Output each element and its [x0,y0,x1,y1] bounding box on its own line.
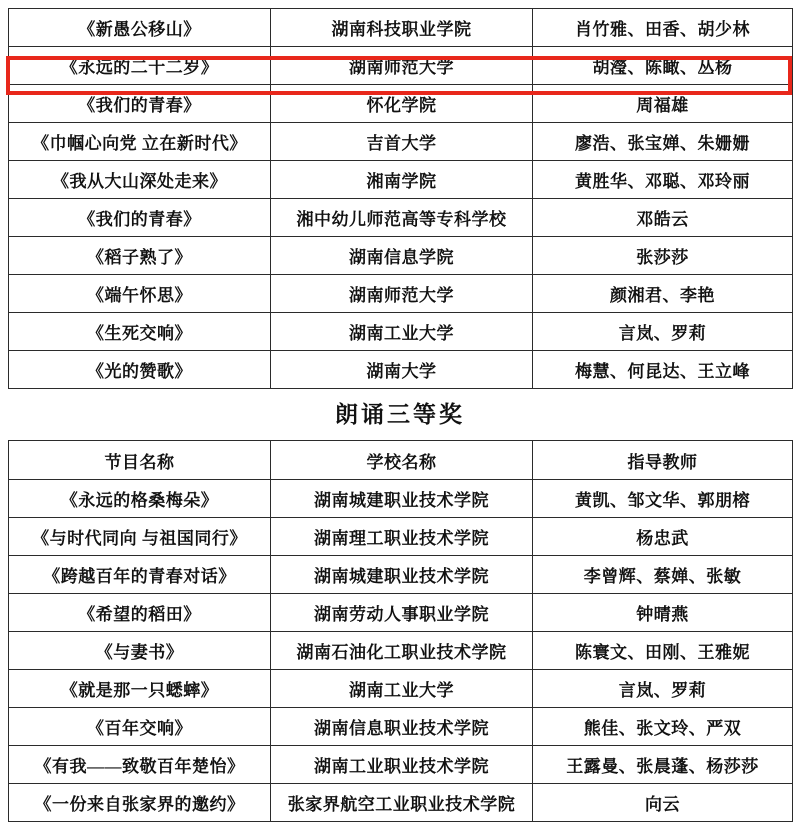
teacher-name-cell: 邓皓云 [533,199,793,237]
program-name-cell: 《新愚公移山》 [9,9,271,47]
third-prize-table-body [9,480,793,822]
table-row [9,556,793,594]
table-header-row [9,441,793,480]
table-row [9,351,793,389]
teacher-name-cell: 杨忠武 [533,518,793,556]
school-name-cell: 湖南信息学院 [271,237,533,275]
teacher-name-cell: 胡瀅、陈瞰、丛杨 [533,47,793,85]
program-name-cell: 《永远的二十二岁》 [9,47,271,85]
program-name-cell: 《就是那一只蟋蟀》 [9,670,271,708]
school-name-cell: 湘中幼儿师范高等专科学校 [271,199,533,237]
teacher-name-cell: 向云 [533,784,793,822]
header-teacher-name: 指导教师 [533,441,793,480]
teacher-name-cell: 言岚、罗莉 [533,313,793,351]
program-name-cell: 《光的赞歌》 [9,351,271,389]
program-name-cell: 《百年交响》 [9,708,271,746]
school-name-cell: 湖南师范大学 [271,47,533,85]
program-name-cell: 《我们的青春》 [9,199,271,237]
table-row [9,85,793,123]
school-name-cell: 湖南信息职业技术学院 [271,708,533,746]
table-row [9,199,793,237]
teacher-name-cell: 黄凯、邹文华、郭朋榕 [533,480,793,518]
program-name-cell: 《跨越百年的青春对话》 [9,556,271,594]
table-row [9,237,793,275]
teacher-name-cell: 李曾辉、蔡婵、张敏 [533,556,793,594]
teacher-name-cell: 熊佳、张文玲、严双 [533,708,793,746]
program-name-cell: 《稻子熟了》 [9,237,271,275]
school-name-cell: 湖南科技职业学院 [271,9,533,47]
header-school-name: 学校名称 [271,441,533,480]
header-program-name: 节目名称 [9,441,271,480]
program-name-cell: 《我们的青春》 [9,85,271,123]
table-row [9,784,793,822]
table-row [9,670,793,708]
school-name-cell: 湖南工业大学 [271,313,533,351]
school-name-cell: 湖南工业大学 [271,670,533,708]
table-row [9,594,793,632]
school-name-cell: 湖南师范大学 [271,275,533,313]
school-name-cell: 怀化学院 [271,85,533,123]
program-name-cell: 《一份来自张家界的邀约》 [9,784,271,822]
teacher-name-cell: 陈寰文、田刚、王雅妮 [533,632,793,670]
teacher-name-cell: 王露曼、张晨蓬、杨莎莎 [533,746,793,784]
award-table-partial [8,8,793,389]
school-name-cell: 吉首大学 [271,123,533,161]
table-row [9,708,793,746]
third-prize-table-head [9,441,793,480]
section-title: 朗诵三等奖 [335,401,465,427]
table-row [9,275,793,313]
teacher-name-cell: 梅慧、何昆达、王立峰 [533,351,793,389]
teacher-name-cell: 肖竹雅、田香、胡少林 [533,9,793,47]
teacher-name-cell: 张莎莎 [533,237,793,275]
teacher-name-cell: 钟晴燕 [533,594,793,632]
teacher-name-cell: 黄胜华、邓聪、邓玲丽 [533,161,793,199]
school-name-cell: 湖南理工职业技术学院 [271,518,533,556]
third-prize-table [8,440,793,822]
program-name-cell: 《与时代同向 与祖国同行》 [9,518,271,556]
award-table-partial-body [9,9,793,389]
table-row [9,518,793,556]
school-name-cell: 湖南城建职业技术学院 [271,480,533,518]
program-name-cell: 《永远的格桑梅朵》 [9,480,271,518]
school-name-cell: 湖南城建职业技术学院 [271,556,533,594]
school-name-cell: 湖南大学 [271,351,533,389]
school-name-cell: 湘南学院 [271,161,533,199]
program-name-cell: 《与妻书》 [9,632,271,670]
teacher-name-cell: 颜湘君、李艳 [533,275,793,313]
program-name-cell: 《生死交响》 [9,313,271,351]
table-row [9,161,793,199]
teacher-name-cell: 廖浩、张宝婵、朱姗姗 [533,123,793,161]
table-row [9,632,793,670]
program-name-cell: 《巾帼心向党 立在新时代》 [9,123,271,161]
school-name-cell: 湖南工业职业技术学院 [271,746,533,784]
table-row [9,123,793,161]
table-row [9,480,793,518]
teacher-name-cell: 周福雄 [533,85,793,123]
school-name-cell: 张家界航空工业职业技术学院 [271,784,533,822]
school-name-cell: 湖南劳动人事职业学院 [271,594,533,632]
program-name-cell: 《有我——致敬百年楚怡》 [9,746,271,784]
table-row-highlighted [9,47,793,85]
table-row [9,313,793,351]
table-row [9,9,793,47]
program-name-cell: 《我从大山深处走来》 [9,161,271,199]
school-name-cell: 湖南石油化工职业技术学院 [271,632,533,670]
program-name-cell: 《端午怀思》 [9,275,271,313]
table-row [9,746,793,784]
teacher-name-cell: 言岚、罗莉 [533,670,793,708]
program-name-cell: 《希望的稻田》 [9,594,271,632]
